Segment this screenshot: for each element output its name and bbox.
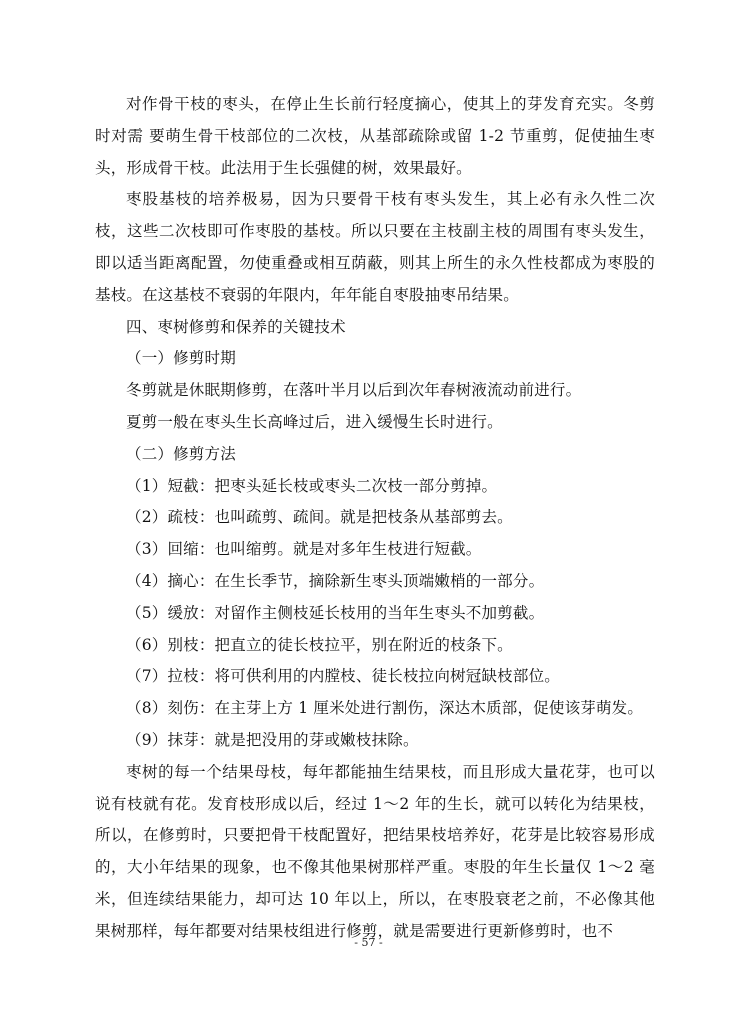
subheading-pruning-methods: （二）修剪方法 — [126, 444, 236, 463]
period-line: 冬剪就是休眠期修剪，在落叶半月以后到次年春树液流动前进行。 — [126, 381, 582, 400]
period-line: 夏剪一般在枣头生长高峰过后，进入缓慢生长时进行。 — [126, 412, 503, 431]
section-heading: 四、枣树修剪和保养的关键技术 — [126, 317, 346, 336]
subheading-pruning-period: （一）修剪时期 — [126, 349, 236, 368]
body-paragraph: 枣股基枝的培养极易，因为只要骨干枝有枣头发生，其上必有永久性二次枝，这些二次枝即可作枣股的基枝。所以只要在主枝副主枝的周围有枣头发生，即以适当距离配置，勿使重叠或相互荫蔽，则其上所生的永久性枝都成为枣股的基枝。在这基枝不衰弱的年限内，年年能自枣股抽枣吊结果。 — [95, 190, 655, 304]
method-item: （4）摘心：在生长季节，摘除新生枣头顶端嫩梢的一部分。 — [126, 571, 545, 590]
method-item: （8）刻伤：在主芽上方 1 厘米处进行割伤，深达木质部，促使该芽萌发。 — [126, 699, 644, 718]
method-item: （1）短截：把枣头延长枝或枣头二次枝一部分剪掉。 — [126, 476, 498, 495]
body-paragraph: 对作骨干枝的枣头，在停止生长前行轻度摘心，使其上的芽发育充实。冬剪时对需 要萌生骨干枝部位的二次枝，从基部疏除或留 1-2 节重剪，促使抽生枣头，形成骨干枝。此法用于生长强健的树，效果最好。 — [95, 95, 655, 177]
body-paragraph: 枣树的每一个结果母枝，每年都能抽生结果枝，而且形成大量花芽，也可以说有枝就有花。发育枝形成以后，经过 1～2 年的生长，就可以转化为结果枝，所以，在修剪时，只要把骨干枝配置好，把结果枝培养好，花芽是比较容易形成的，大小年结果的现象，也不像其他果树那样严重。枣股的年生长量仅 1～2 毫米，但连续结果能力，却可达 10 年以上，所以，在枣股衰老之前，不必像其他果树那样，每年都要对结果枝组进行修剪，就是需要进行更新修剪时，也不 — [95, 762, 655, 940]
method-item: （3）回缩：也叫缩剪。就是对多年生枝进行短截。 — [126, 540, 482, 559]
method-item: （9）抹芽：就是把没用的芽或嫩枝抹除。 — [126, 730, 419, 749]
method-item: （6）别枝：把直立的徒长枝拉平，别在附近的枝条下。 — [126, 635, 513, 654]
page-number: - 57 - — [354, 936, 383, 949]
method-item: （5）缓放：对留作主侧枝延长枝用的当年生枣头不加剪截。 — [126, 603, 545, 622]
method-item: （2）疏枝：也叫疏剪、疏间。就是把枝条从基部剪去。 — [126, 508, 513, 527]
method-item: （7）拉枝：将可供利用的内膛枝、徒长枝拉向树冠缺枝部位。 — [126, 667, 560, 686]
page-body — [95, 89, 655, 948]
